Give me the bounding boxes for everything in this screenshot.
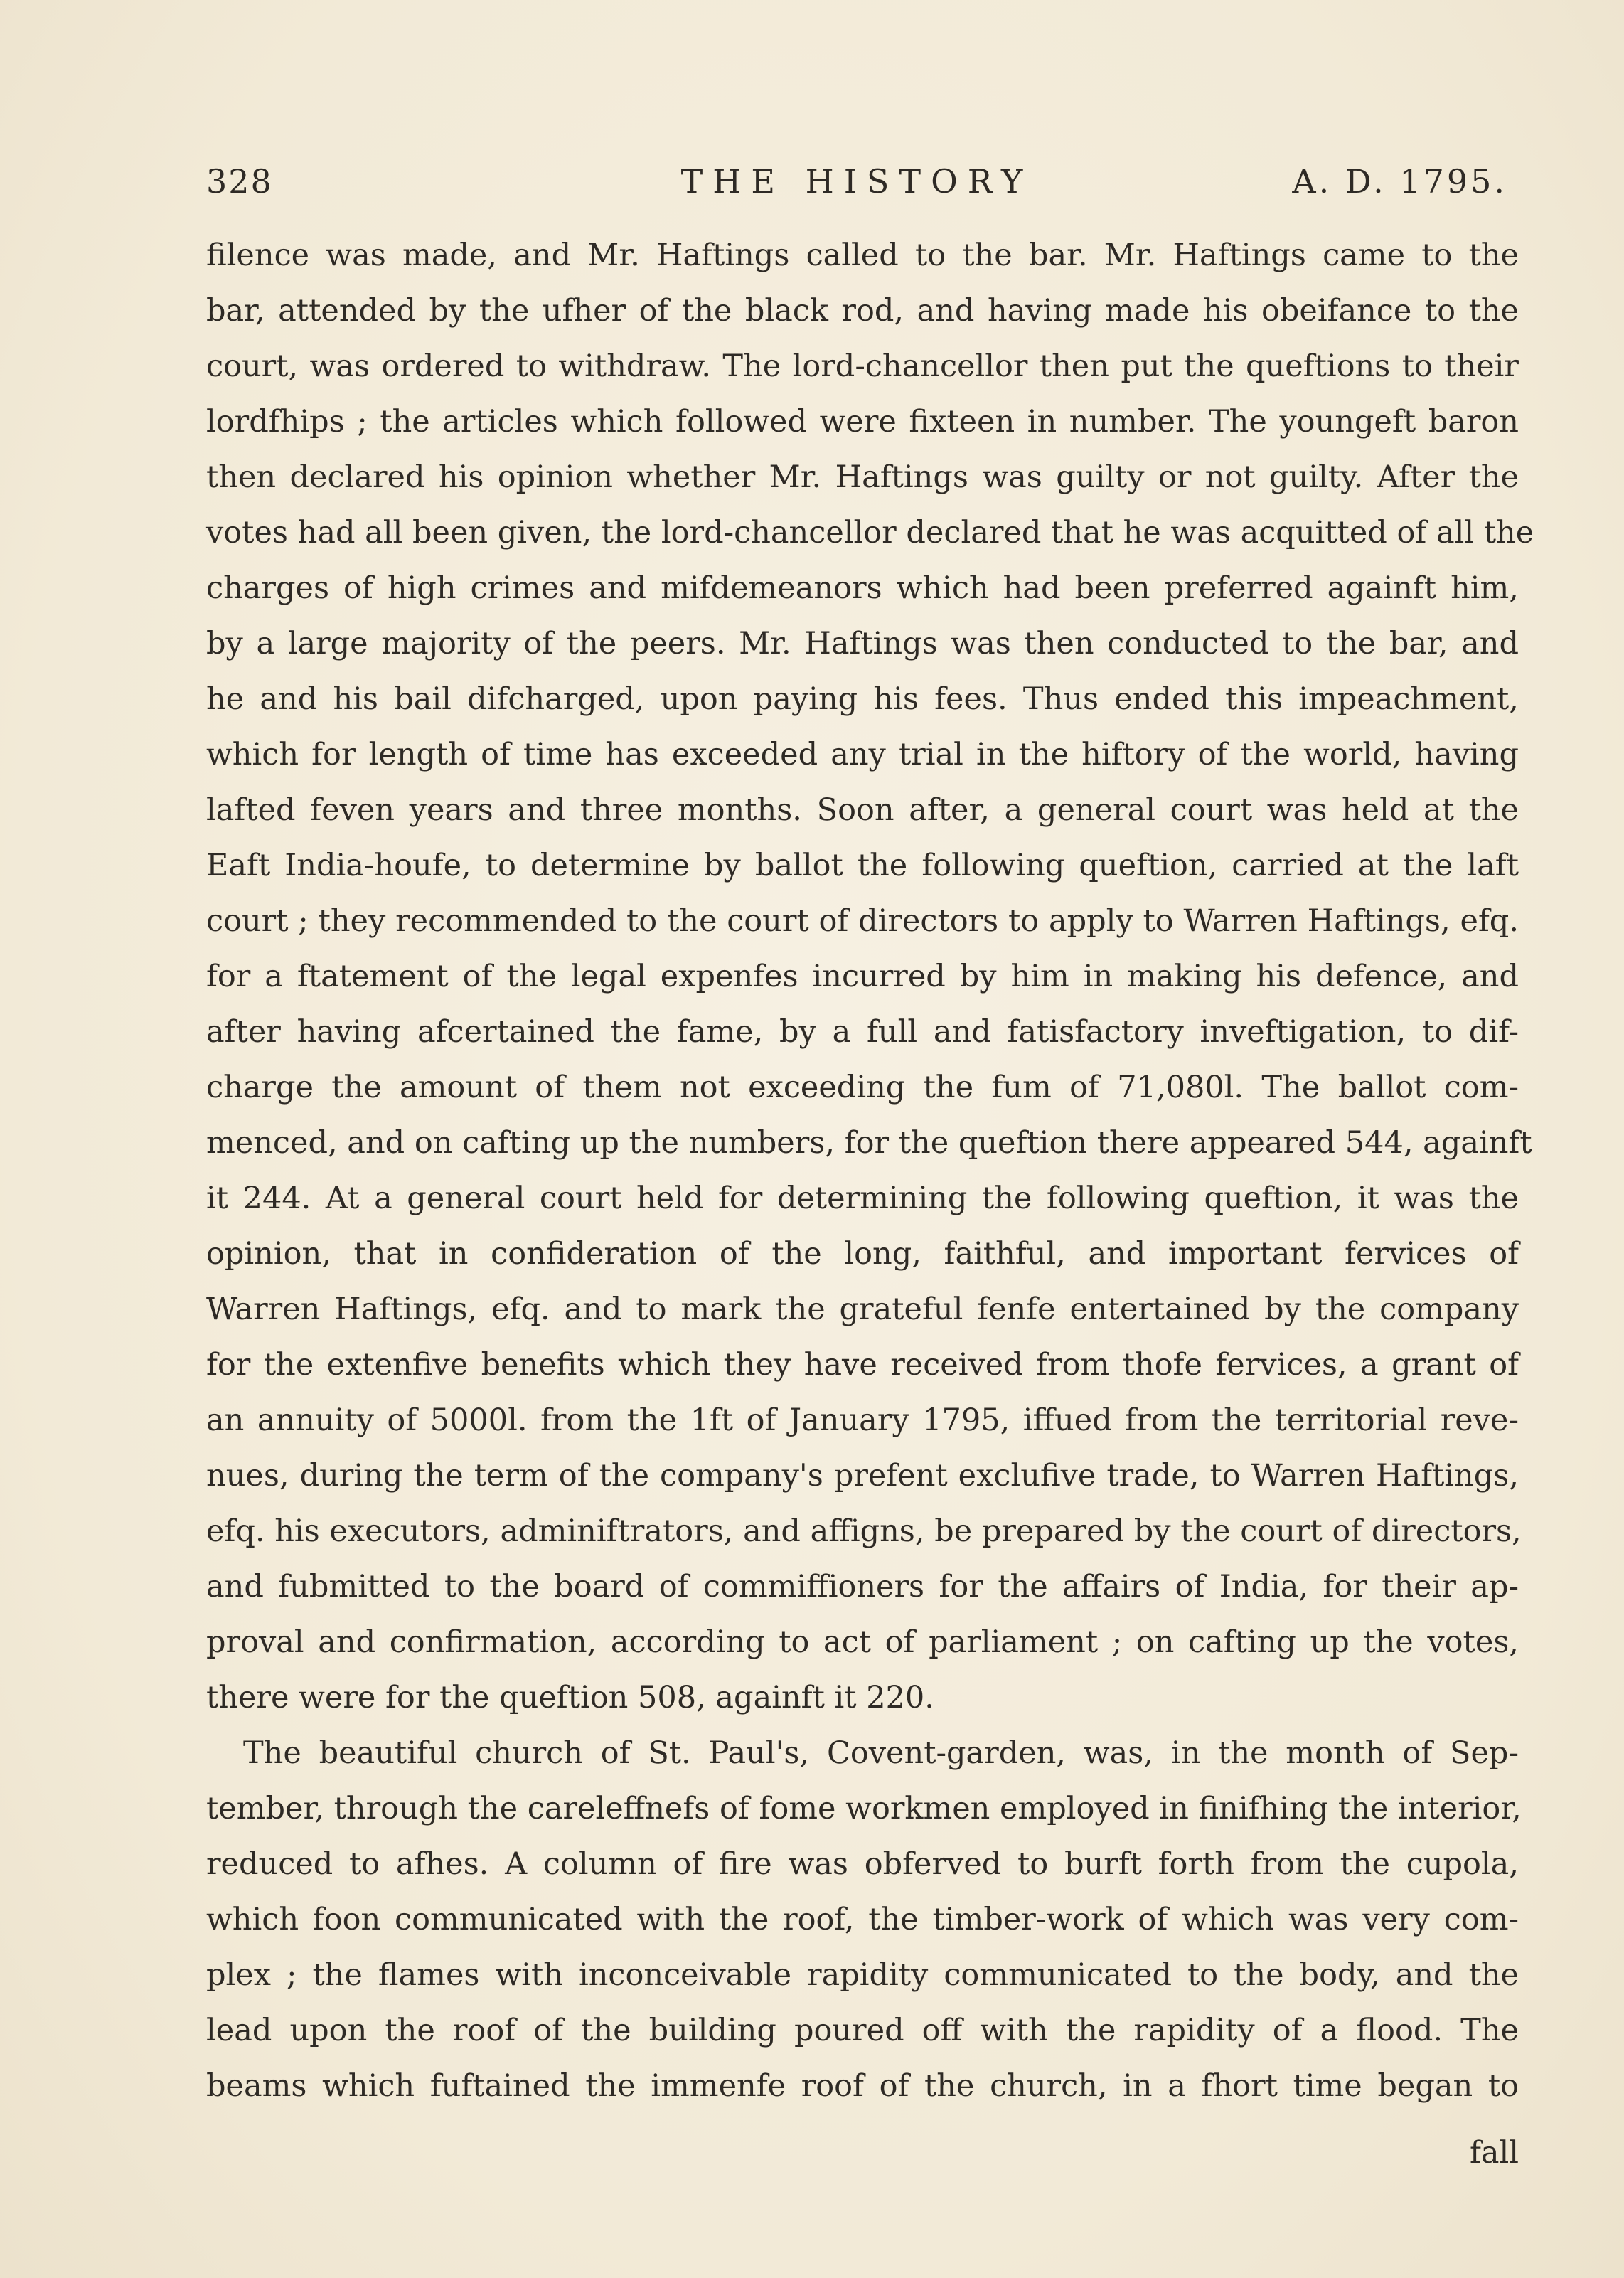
text-line: an annuity of 5000l. from the 1ft of January 1795, iffued from the territorial reve- (206, 1403, 1519, 1438)
text-line: for a ftatement of the legal expenfes incurred by him in making his defence, and (206, 959, 1519, 994)
text-line: he and his bail difcharged, upon paying his fees. Thus ended this impeachment, (206, 681, 1519, 717)
text-line: proval and confirmation, according to act of parliament ; on cafting up the votes, (206, 1624, 1519, 1660)
text-line: reduced to afhes. A column of fire was obferved to burft forth from the cupola, (206, 1846, 1519, 1882)
text-line: which for length of time has exceeded any trial in the hiftory of the world, having (206, 737, 1519, 772)
text-line: which foon communicated with the roof, the timber-work of which was very com- (206, 1902, 1519, 1937)
text-line: it 244. At a general court held for determining the following queftion, it was the (206, 1181, 1519, 1216)
text-line: opinion, that in confideration of the long, faithful, and important fervices of (206, 1236, 1519, 1272)
page-number: 328 (206, 162, 273, 201)
catchword: fall (1469, 2135, 1519, 2171)
text-line: lafted feven years and three months. Soon after, a general court was held at the (206, 792, 1519, 828)
text-line: Warren Haftings, efq. and to mark the grateful fenfe entertained by the company (206, 1292, 1519, 1327)
text-line: lead upon the roof of the building poured off with the rapidity of a flood. The (206, 2013, 1519, 2048)
text-line: Eaft India-houfe, to determine by ballot the following queftion, carried at the laft (206, 848, 1519, 883)
text-line: bar, attended by the ufher of the black rod, and having made his obeifance to the (206, 293, 1519, 329)
text-line: then declared his opinion whether Mr. Haftings was guilty or not guilty. After the (206, 459, 1519, 495)
text-line: beams which fuftained the immenfe roof of the church, in a fhort time began to (206, 2068, 1519, 2104)
text-line: and fubmitted to the board of commiffioners for the affairs of India, for their ap- (206, 1569, 1519, 1604)
text-line: by a large majority of the peers. Mr. Haftings was then conducted to the bar, and (206, 626, 1519, 661)
text-line: nues, during the term of the company's prefent exclufive trade, to Warren Haftings, (206, 1458, 1519, 1494)
paragraph-start-line: The beautiful church of St. Paul's, Covent-garden, was, in the month of Sep- (243, 1735, 1519, 1771)
text-line: efq. his executors, adminiftrators, and affigns, be prepared by the court of directors, (206, 1513, 1522, 1549)
text-line: court, was ordered to withdraw. The lord-chancellor then put the queftions to their (206, 348, 1519, 384)
text-line: votes had all been given, the lord-chancellor declared that he was acquitted of all the (206, 515, 1534, 550)
header-date: A. D. 1795. (1292, 162, 1507, 201)
text-line: tember, through the careleffnefs of fome workmen employed in finifhing the interior, (206, 1791, 1522, 1826)
text-line: charge the amount of them not exceeding the fum of 71,080l. The ballot com- (206, 1070, 1519, 1105)
text-line: charges of high crimes and mifdemeanors which had been preferred againft him, (206, 570, 1519, 606)
running-title: THE HISTORY (680, 162, 1033, 201)
text-line: plex ; the flames with inconceivable rapidity communicated to the body, and the (206, 1957, 1519, 1993)
text-line: after having afcertained the fame, by a full and fatisfactory inveftigation, to dif- (206, 1014, 1519, 1050)
page-body (206, 228, 1534, 2114)
text-line: menced, and on cafting up the numbers, for the queftion there appeared 544, againft (206, 1125, 1532, 1161)
page-header (206, 162, 1507, 212)
paragraph-end-line: there were for the queftion 508, againft it 220. (206, 1680, 934, 1715)
text-line: court ; they recommended to the court of directors to apply to Warren Haftings, efq. (206, 903, 1519, 939)
text-line: filence was made, and Mr. Haftings called to the bar. Mr. Haftings came to the (206, 238, 1519, 273)
text-line: lordfhips ; the articles which followed were fixteen in number. The youngeft baron (206, 404, 1519, 440)
text-line: for the extenfive benefits which they have received from thofe fervices, a grant of (206, 1347, 1519, 1383)
